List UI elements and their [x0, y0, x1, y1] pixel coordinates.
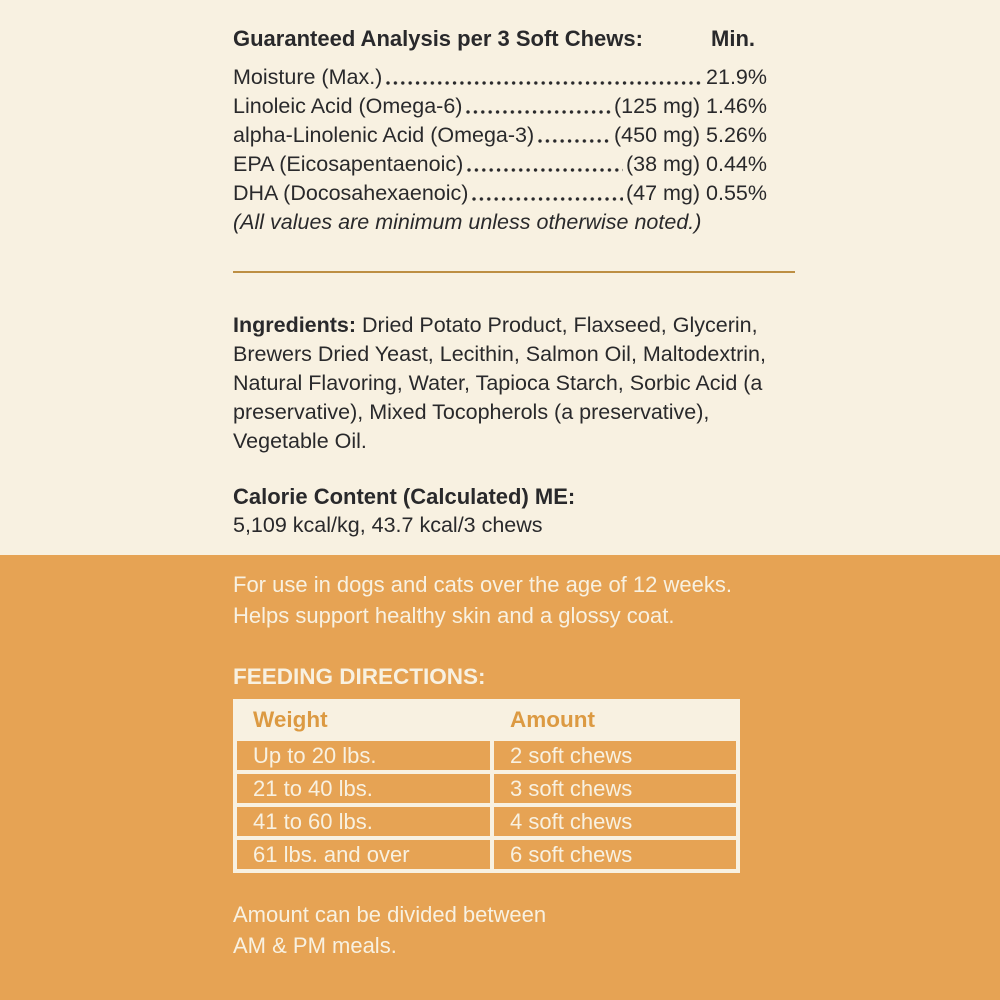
guaranteed-analysis-header: [233, 24, 767, 53]
analysis-row-name: Linoleic Acid (Omega-6): [233, 94, 463, 118]
table-row: [237, 807, 736, 836]
weight-cell: 41 to 60 lbs.: [237, 807, 490, 836]
analysis-row-amount: (47 mg): [625, 181, 701, 205]
section-divider: [233, 271, 795, 273]
weight-column-header: Weight: [237, 703, 490, 737]
analysis-row-amount: (38 mg): [625, 152, 701, 176]
calorie-content-label: Calorie Content (Calculated) ME:: [233, 484, 576, 509]
amount-cell: 6 soft chews: [494, 840, 736, 869]
table-row: [237, 741, 736, 770]
analysis-row-name: DHA (Docosahexaenoic): [233, 181, 469, 205]
usage-line-1: For use in dogs and cats over the age of 12 weeks.: [233, 572, 732, 597]
analysis-row-value: [626, 150, 767, 179]
analysis-row: [233, 121, 767, 150]
dot-leader: [537, 138, 611, 144]
analysis-row-percent: 1.46%: [706, 94, 767, 118]
dot-leader: [465, 109, 611, 115]
amount-cell: 3 soft chews: [494, 774, 736, 803]
analysis-row-value: [626, 179, 767, 208]
analysis-row: [233, 92, 767, 121]
usage-statement: [233, 569, 853, 631]
analysis-row-name: alpha-Linolenic Acid (Omega-3): [233, 123, 535, 147]
table-row: [237, 840, 736, 869]
feeding-note-line-1: Amount can be divided between: [233, 902, 547, 927]
analysis-row-percent: 21.9%: [706, 65, 767, 89]
analysis-row-amount: (450 mg): [614, 123, 701, 147]
table-row: [237, 774, 736, 803]
dot-leader: [471, 196, 623, 202]
dot-leader: [466, 167, 623, 173]
feeding-directions-title: FEEDING DIRECTIONS:: [233, 664, 486, 689]
analysis-rows: [233, 63, 767, 208]
feeding-panel: [0, 555, 1000, 1000]
ingredients-paragraph: [233, 311, 792, 456]
weight-cell: 21 to 40 lbs.: [237, 774, 490, 803]
analysis-row: [233, 63, 767, 92]
analysis-row-value: [706, 63, 767, 92]
analysis-row-percent: 0.55%: [706, 181, 767, 205]
guaranteed-analysis-title: Guaranteed Analysis per 3 Soft Chews:: [233, 26, 643, 51]
analysis-row-percent: 0.44%: [706, 152, 767, 176]
feeding-table: [233, 699, 740, 873]
amount-cell: 4 soft chews: [494, 807, 736, 836]
feeding-note: [233, 899, 853, 961]
analysis-panel-content: [233, 24, 795, 540]
amount-cell: 2 soft chews: [494, 741, 736, 770]
analysis-row-percent: 5.26%: [706, 123, 767, 147]
analysis-row-value: [614, 121, 767, 150]
weight-cell: Up to 20 lbs.: [237, 741, 490, 770]
analysis-row: [233, 179, 767, 208]
usage-line-2: Helps support healthy skin and a glossy coat.: [233, 603, 675, 628]
feeding-panel-content: [233, 569, 853, 961]
ingredients-label: Ingredients:: [233, 313, 357, 337]
ingredients-text: Dried Potato Product, Flaxseed, Glycerin, Brewers Dried Yeast, Lecithin, Salmon Oil, Maltodextrin, Natural Flavoring, Water, Tapioca Starch, Sorbic Acid (a preservative), Mixed Tocopherols (a preservative), Vegetable Oil.: [233, 313, 766, 453]
calorie-content-value: 5,109 kcal/kg, 43.7 kcal/3 chews: [233, 513, 543, 537]
analysis-row: [233, 150, 767, 179]
analysis-row-amount: (125 mg): [614, 94, 701, 118]
table-header-row: [237, 703, 736, 737]
min-column-header: Min.: [711, 26, 755, 51]
analysis-row-name: EPA (Eicosapentaenoic): [233, 152, 464, 176]
dot-leader: [385, 80, 703, 86]
analysis-row-name: Moisture (Max.): [233, 65, 383, 89]
weight-cell: 61 lbs. and over: [237, 840, 490, 869]
feeding-note-line-2: AM & PM meals.: [233, 933, 397, 958]
amount-column-header: Amount: [494, 703, 736, 737]
analysis-note: (All values are minimum unless otherwise noted.): [233, 210, 702, 234]
analysis-row-value: [614, 92, 767, 121]
